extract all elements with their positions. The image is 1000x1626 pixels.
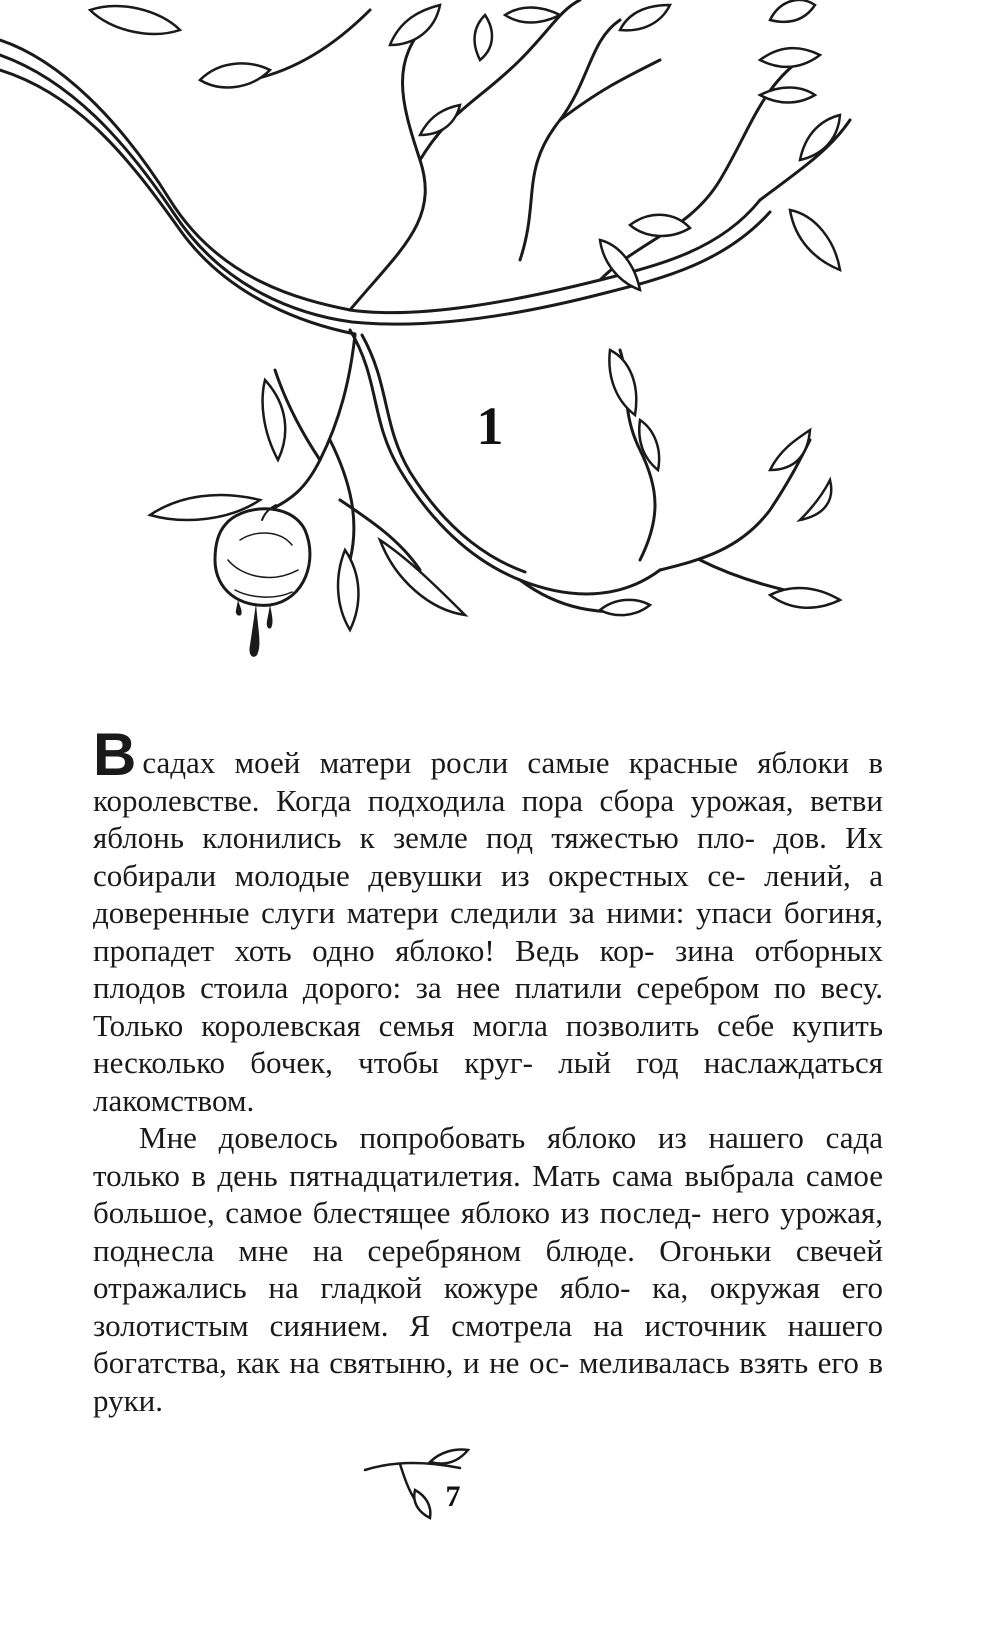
leaf-sprig-icon (360, 1440, 500, 1520)
paragraph-2 (93, 1119, 883, 1419)
text-line: лый год наслаждаться лакомством. (93, 1045, 883, 1118)
text-line: позволить себе купить несколько бочек, чтобы круг- (93, 1007, 883, 1080)
text-line: упаси богиня, пропадет хоть одно яблоко! Ведь кор- (93, 895, 884, 968)
chapter-text (93, 721, 884, 1419)
text-line: зина отборных плодов стоила дорого: за нее платили (93, 932, 883, 1005)
apple-icon (215, 505, 310, 605)
drop-cap: В (93, 721, 137, 788)
text-line: садах моей матери росли самые красные яблоки (142, 745, 850, 780)
text-line: лений, а доверенные слуги матери следили за ними: (93, 857, 883, 930)
chapter-number: 1 (476, 396, 504, 456)
text-line: ка, окружая его золотистым сиянием. Я смотрела на (93, 1270, 883, 1343)
text-line: только в день пятнадцатилетия. Мать сама выбрала (93, 1157, 795, 1193)
text-line: меливалась взять его в руки. (93, 1345, 884, 1418)
text-line: Огоньки свечей отражались на гладкой кожуре ябло- (93, 1232, 883, 1305)
page-number: 7 (445, 1480, 461, 1513)
text-line: него урожая, поднесла мне на серебряном блюде. (93, 1195, 883, 1268)
text-line: дов. Их собирали молодые девушки из окрестных се- (93, 820, 884, 893)
text-line: серебром по весу. Только королевская семья могла (93, 970, 884, 1043)
text-line: источник нашего богатства, как на святыню, и не ос- (93, 1307, 884, 1380)
paragraph-1 (93, 721, 884, 1119)
apple-tree-branch-icon (0, 0, 1000, 700)
text-line: Мне довелось попробовать яблоко из нашего сада (139, 1120, 883, 1155)
text-line: самое большое, самое блестящее яблоко из послед- (93, 1157, 883, 1230)
text-line: в королевстве. Когда подходила пора сбора урожая, (93, 745, 883, 818)
text-line: ветви яблонь клонились к земле под тяжестью пло- (93, 782, 883, 855)
